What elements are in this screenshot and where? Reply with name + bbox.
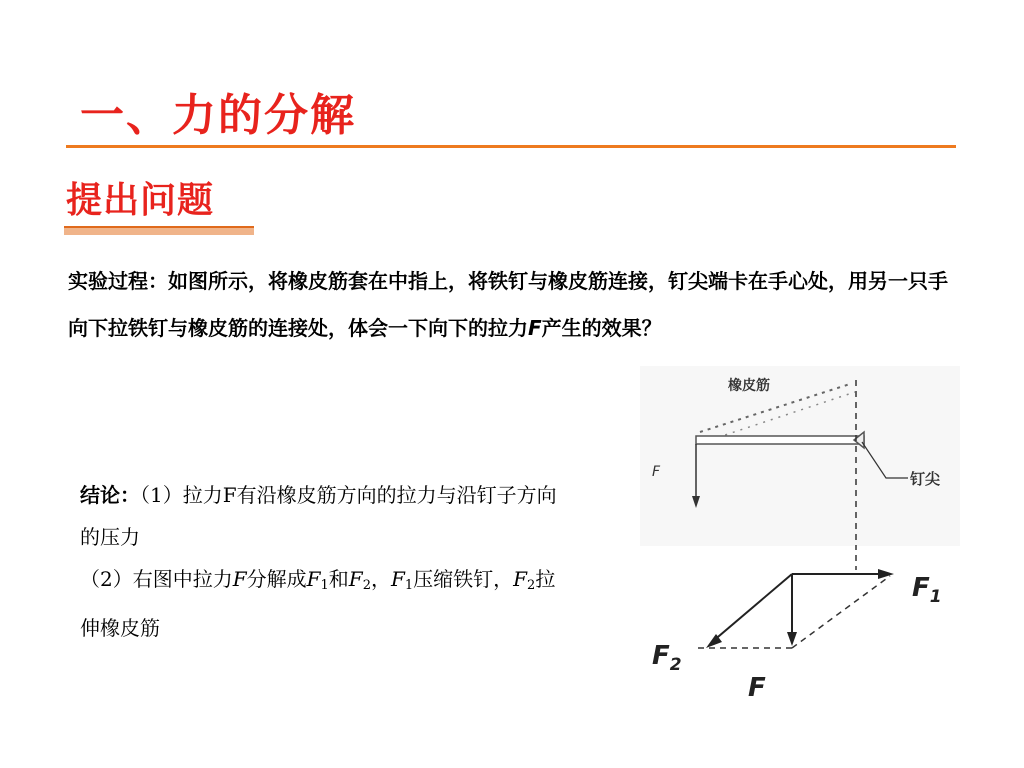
p2-compress: 压缩铁钉， xyxy=(413,567,514,591)
f2-label-letter: F xyxy=(652,641,670,671)
rubber-band-line xyxy=(700,384,850,432)
conclusion-point-1-text: （1）拉力F有沿橡皮筋方向的拉力与沿钉子方向的压力 xyxy=(80,483,557,549)
force-decomposition-diagram xyxy=(640,546,960,710)
p2-f2-var: F xyxy=(348,567,363,591)
conclusion-point-2 xyxy=(80,558,575,649)
force-variable: F xyxy=(528,316,542,340)
f1-label-letter: F xyxy=(912,573,930,603)
p2-f2-var-b: F xyxy=(513,567,528,591)
p2-force-var: F xyxy=(232,567,247,591)
title-divider xyxy=(66,145,956,148)
nail-tip-pointer xyxy=(862,442,908,478)
conclusion-label: 结论： xyxy=(80,483,140,507)
p2-comma: ， xyxy=(370,567,391,591)
f1-label-sub: 1 xyxy=(929,587,942,607)
p2-mid: 分解成 xyxy=(246,567,307,591)
conclusion-point-1 xyxy=(80,474,575,558)
pull-force-label: F xyxy=(652,464,661,480)
f1-arrowhead xyxy=(878,569,894,579)
p2-prefix: （2）右图中拉力 xyxy=(80,567,233,591)
f-arrowhead xyxy=(787,632,797,646)
f2-label-sub: 2 xyxy=(669,655,682,675)
f2-vector xyxy=(712,574,792,642)
intro-text-end: 产生的效果？ xyxy=(541,316,662,340)
p2-f1-var-b: F xyxy=(390,567,405,591)
p2-f1-var: F xyxy=(306,567,321,591)
nail-body xyxy=(696,436,864,444)
slide-title: 一、力的分解 xyxy=(80,90,356,141)
nail-tip-label: 钉尖 xyxy=(910,470,941,488)
intro-text: 实验过程：如图所示，将橡皮筋套在中指上，将铁钉与橡皮筋连接，钉尖端卡在手心处，用另一只手向下拉铁钉与橡皮筋的连接处，体会一下向下的拉力 xyxy=(68,269,948,340)
pull-force-arrowhead xyxy=(692,496,700,508)
force-decomposition-svg xyxy=(640,546,960,710)
f1-label xyxy=(912,573,942,607)
section-heading-underline xyxy=(64,226,254,235)
conclusion-block xyxy=(80,474,575,649)
section-heading: 提出问题 xyxy=(66,179,215,221)
parallelogram-dashed-edge-right xyxy=(792,576,890,648)
p2-f2-sub: 2 xyxy=(362,578,371,593)
intro-paragraph xyxy=(68,258,963,352)
nail-experiment-svg xyxy=(640,366,960,546)
rubber-band-line-2 xyxy=(710,392,855,440)
f-label: F xyxy=(748,673,766,703)
p2-and: 和 xyxy=(328,567,349,591)
p2-f1-sub: 1 xyxy=(320,578,329,593)
nail-experiment-diagram xyxy=(640,366,960,546)
p2-f1-sub-b: 1 xyxy=(404,578,414,593)
p2-f2-sub-b: 2 xyxy=(527,578,536,593)
rubber-band-label: 橡皮筋 xyxy=(728,378,770,394)
f2-label xyxy=(652,641,682,675)
p2-stretch: 拉伸橡皮筋 xyxy=(80,567,556,640)
